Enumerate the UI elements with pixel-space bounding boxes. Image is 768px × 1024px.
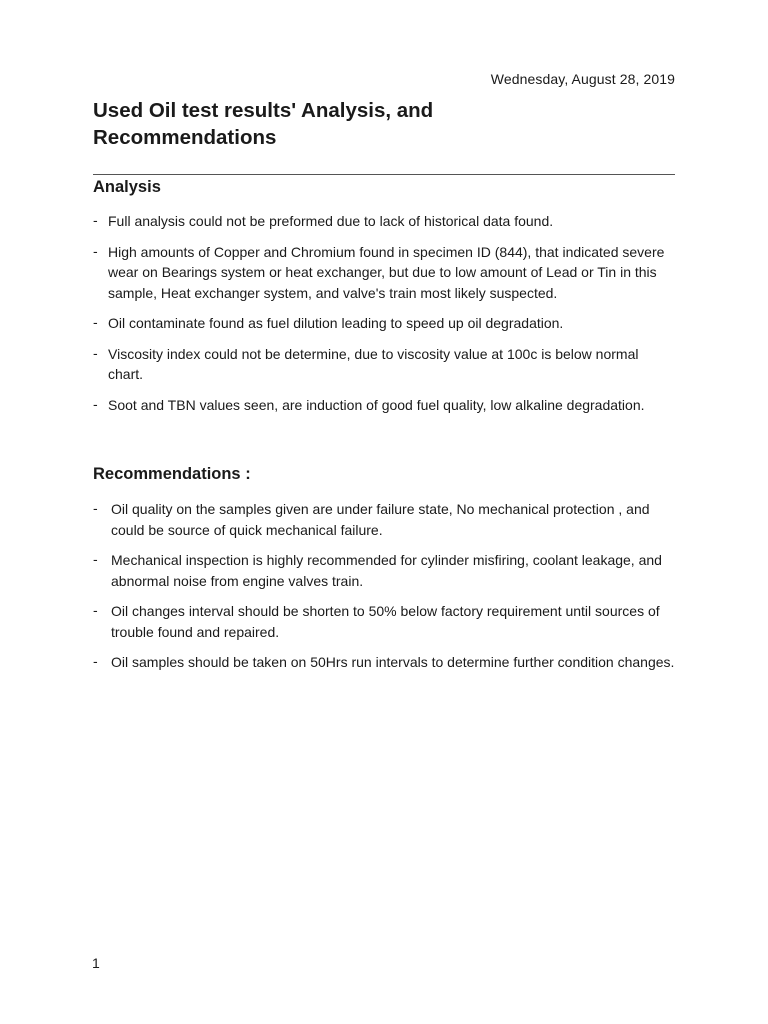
list-item-text: Oil contaminate found as fuel dilution leading to speed up oil degradation. <box>108 315 564 331</box>
list-item <box>93 211 675 232</box>
page-number: 1 <box>92 955 100 971</box>
dash-bullet: - <box>93 653 98 669</box>
list-item-text: Mechanical inspection is highly recommended for cylinder misfiring, coolant leakage, and abnormal noise from engine valves train. <box>111 552 662 589</box>
dash-bullet: - <box>93 602 98 618</box>
list-item <box>93 499 675 540</box>
list-item <box>93 344 675 385</box>
recommendations-list <box>93 499 675 683</box>
analysis-list <box>93 211 675 425</box>
document-title: Used Oil test results' Analysis, and Recommendations <box>93 99 434 149</box>
dash-bullet: - <box>93 242 98 259</box>
dash-bullet: - <box>93 212 98 228</box>
recommendations-heading: Recommendations : <box>93 465 251 483</box>
dash-bullet: - <box>93 344 98 361</box>
list-item <box>93 313 675 334</box>
dash-bullet: - <box>93 551 98 567</box>
list-item <box>93 601 675 642</box>
dash-bullet: - <box>93 500 98 516</box>
dash-bullet: - <box>93 395 98 412</box>
list-item <box>93 242 675 304</box>
date-line: Wednesday, August 28, 2019 <box>490 71 675 87</box>
list-item-text: Oil quality on the samples given are under failure state, No mechanical protection , and could be source of quick mechanical failure. <box>111 501 650 538</box>
list-item-text: Oil samples should be taken on 50Hrs run intervals to determine further condition changes. <box>111 654 675 670</box>
analysis-heading: Analysis <box>93 178 161 196</box>
list-item-text: Full analysis could not be preformed due to lack of historical data found. <box>108 213 554 229</box>
list-item <box>93 652 675 673</box>
list-item-text: Soot and TBN values seen, are induction of good fuel quality, low alkaline degradation. <box>108 396 645 413</box>
list-item <box>93 395 675 416</box>
list-item-text: Oil changes interval should be shorten to 50% below factory requirement until sources of trouble found and repaired. <box>111 603 660 640</box>
title-divider <box>93 174 675 175</box>
list-item-text: Viscosity index could not be determine, due to viscosity value at 100c is below normal chart. <box>108 345 639 382</box>
dash-bullet: - <box>93 314 98 330</box>
list-item-text: High amounts of Copper and Chromium found in specimen ID (844), that indicated severe wear on Bearings system or heat exchanger, but due to low amount of Lead or Tin in this sample, Heat exchanger system, and valve's train most likely suspected. <box>108 243 665 301</box>
list-item <box>93 550 675 591</box>
